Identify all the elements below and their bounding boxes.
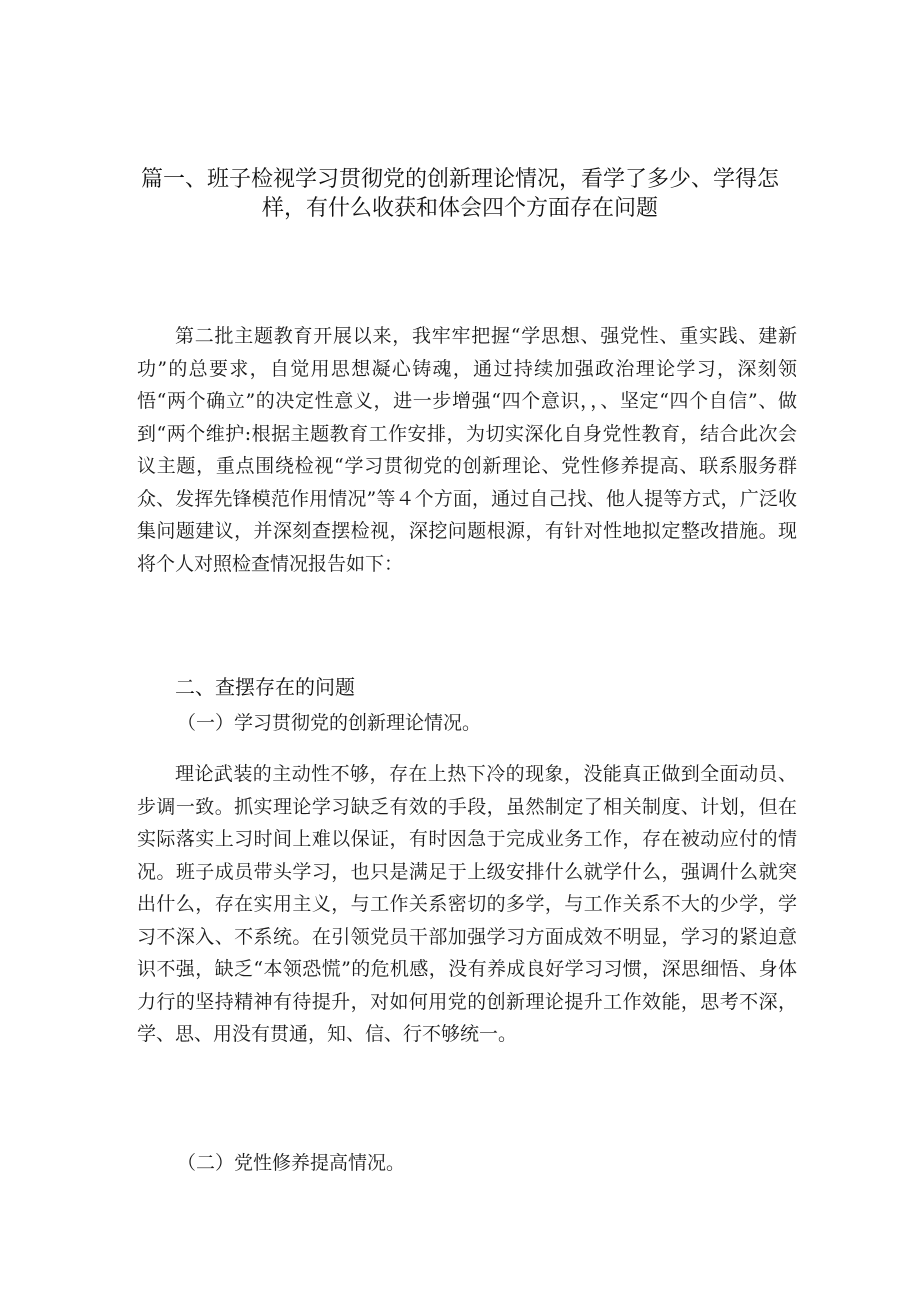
subsection-2-title: （二）党性修养提高情况。 xyxy=(177,1152,406,1174)
document-title-line-1: 篇一、班子检视学习贯彻党的创新理论情况，看学了多少、学得怎 xyxy=(140,167,779,192)
subsection-1-paragraph: 理论武装的主动性不够，存在上热下冷的现象，没能真正做到全面动员、步调一致。抓实理论学习缺乏有效的手段，虽然制定了相关制度、计划，但在实际落实上习时间上难以保证，有时因急于完成业务工作，存在被动应付的情况。班子成员带头学习，也只是满足于上级安排什么就学什么，强调什么就突出什么，存在实用主义，与工作关系密切的多学，与工作关系不大的少学，学习不深入、不系统。在引领党员干部加强学习方面成效不明显，学习的紧迫意识不强，缺乏“本领恐慌”的危机感，没有养成良好学习习惯，深思细悟、身体力行的坚持精神有待提升，对如何用党的创新理论提升工作效能，思考不深，学、思、用没有贯通，知、信、行不够统一。 xyxy=(137,763,797,1045)
section-heading: 二、查摆存在的问题 xyxy=(175,675,355,699)
subsection-1-title: （一）学习贯彻党的创新理论情况。 xyxy=(177,712,482,734)
intro-paragraph: 第二批主题教育开展以来，我牢牢把握“学思想、强党性、重实践、建新功”的总要求，自觉用思想凝心铸魂，通过持续加强政治理论学习，深刻领悟“两个确立”的决定性意义，进一步增强“四个意识，，、坚定“四个自信”、做到“两个维护:根据主题教育工作安排，为切实深化自身党性教育，结合此次会议主题，重点围绕检视“学习贯彻党的创新理论、党性修养提高、联系服务群众、发挥先锋模范作用情况”等４个方面，通过自己找、他人提等方式，广泛收集问题建议，并深刻查摆检视，深挖问题根源，有针对性地拟定整改措施。现将个人对照检查情况报告如下： xyxy=(137,325,797,575)
document-title-line-2: 样，有什么收获和体会四个方面存在问题 xyxy=(261,196,658,221)
